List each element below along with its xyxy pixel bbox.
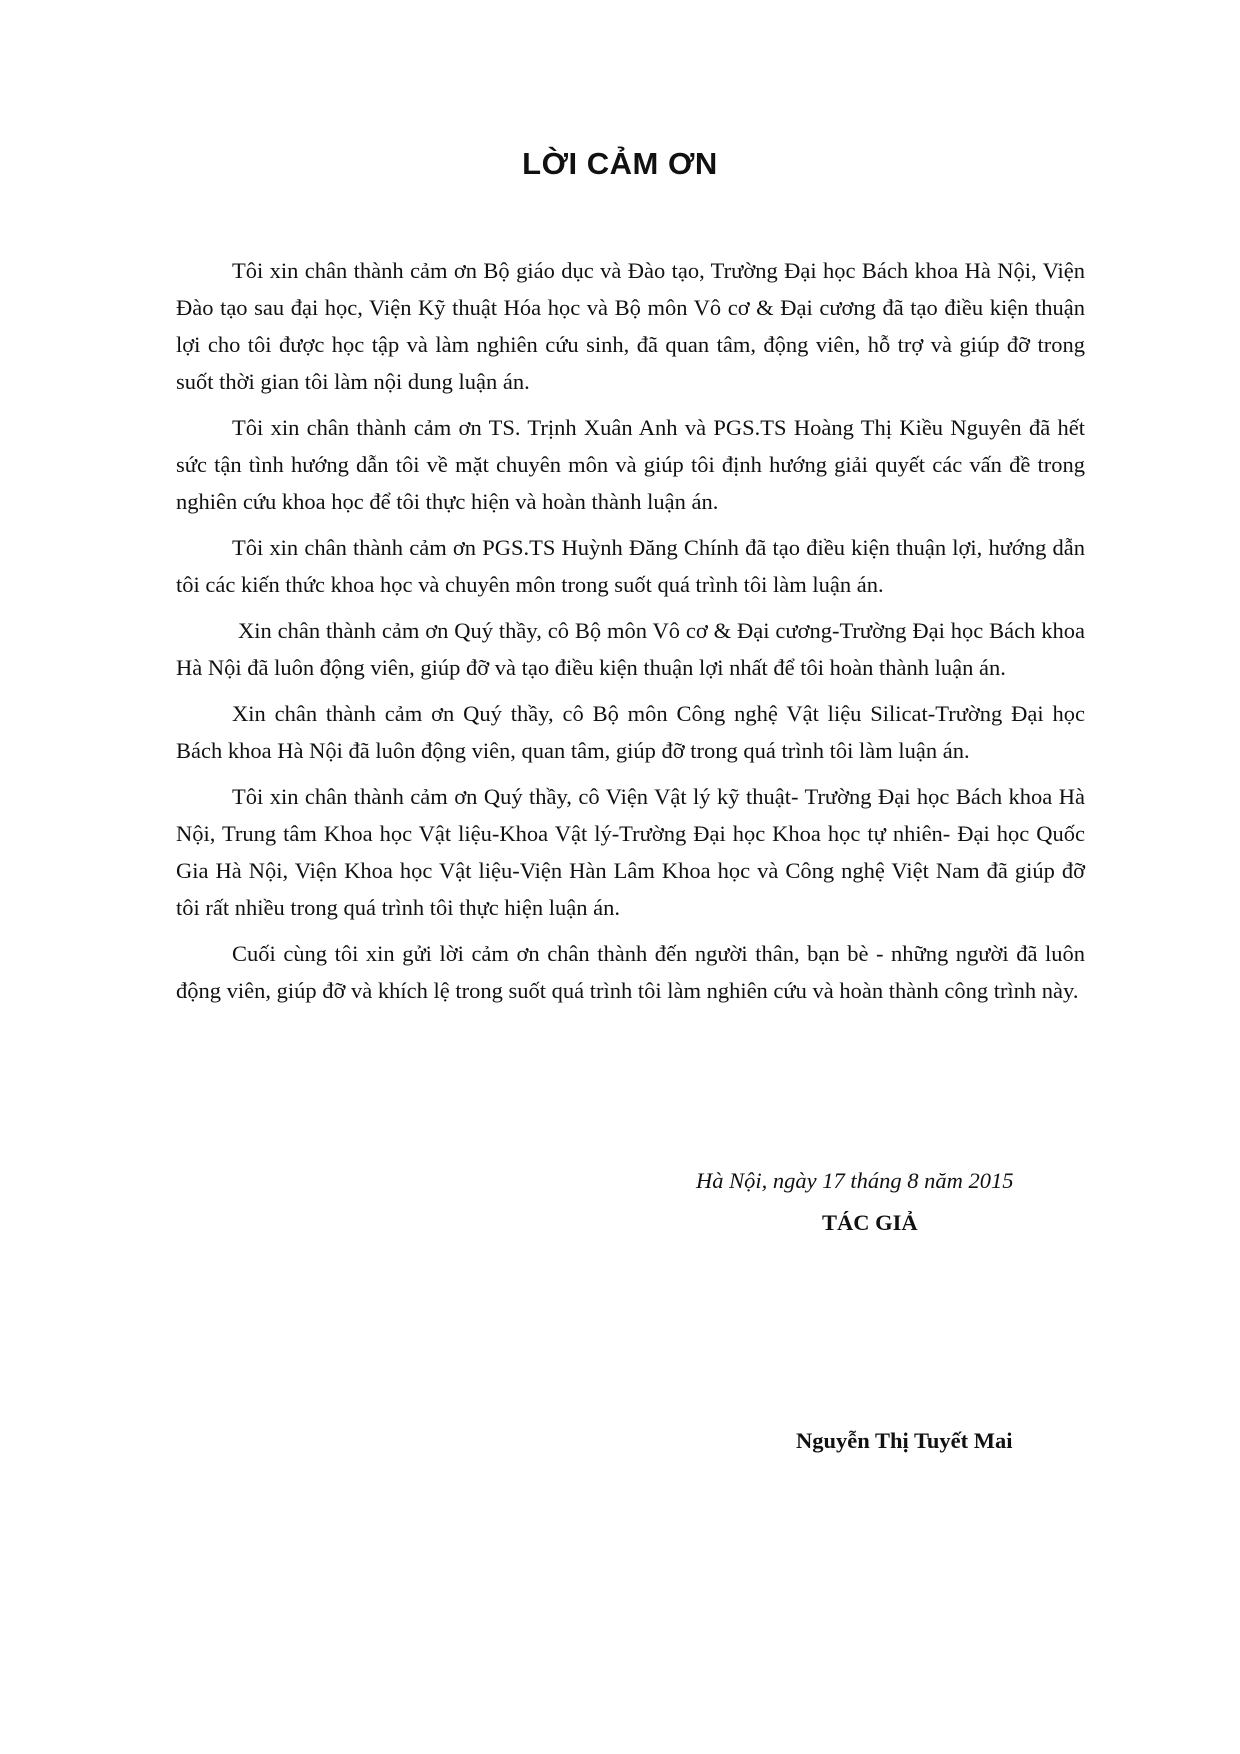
paragraph-2: Tôi xin chân thành cảm ơn TS. Trịnh Xuân Anh và PGS.TS Hoàng Thị Kiều Nguyên đã hết sức tận tình hướng dẫn tôi về mặt chuyên môn và giúp tôi định hướng giải quyết các vấn đề trong nghiên cứu khoa học để tôi thực hiện và hoàn thành luận án. (176, 415, 1085, 514)
paragraph-3: Tôi xin chân thành cảm ơn PGS.TS Huỳnh Đăng Chính đã tạo điều kiện thuận lợi, hướng dẫn tôi các kiến thức khoa học và chuyên môn trong suốt quá trình tôi làm luận án. (176, 535, 1085, 597)
author-name: Nguyễn Thị Tuyết Mai (796, 1428, 1013, 1453)
signature-place-date: Hà Nội, ngày 17 tháng 8 năm 2015 (696, 1168, 1014, 1193)
signature-role: TÁC GIẢ (822, 1210, 918, 1235)
paragraph-1: Tôi xin chân thành cảm ơn Bộ giáo dục và Đào tạo, Trường Đại học Bách khoa Hà Nội, Viện Đào tạo sau đại học, Viện Kỹ thuật Hóa học và Bộ môn Vô cơ & Đại cương đã tạo điều kiện thuận lợi cho tôi được học tập và làm nghiên cứu sinh, đã quan tâm, động viên, hỗ trợ và giúp đỡ trong suốt thời gian tôi làm nội dung luận án. (176, 258, 1085, 394)
page-title: LỜI CẢM ƠN (522, 146, 718, 181)
paragraph-5: Xin chân thành cảm ơn Quý thầy, cô Bộ môn Công nghệ Vật liệu Silicat-Trường Đại học Bách khoa Hà Nội đã luôn động viên, quan tâm, giúp đỡ trong quá trình tôi làm luận án. (176, 701, 1085, 763)
paragraph-4: Xin chân thành cảm ơn Quý thầy, cô Bộ môn Vô cơ & Đại cương-Trường Đại học Bách khoa Hà Nội đã luôn động viên, giúp đỡ và tạo điều kiện thuận lợi nhất để tôi hoàn thành luận án. (176, 618, 1085, 680)
paragraph-7: Cuối cùng tôi xin gửi lời cảm ơn chân thành đến người thân, bạn bè - những người đã luôn động viên, giúp đỡ và khích lệ trong suốt quá trình tôi làm nghiên cứu và hoàn thành công trình này. (176, 941, 1085, 1003)
paragraph-6: Tôi xin chân thành cảm ơn Quý thầy, cô Viện Vật lý kỹ thuật- Trường Đại học Bách khoa Hà Nội, Trung tâm Khoa học Vật liệu-Khoa Vật lý-Trường Đại học Khoa học tự nhiên- Đại học Quốc Gia Hà Nội, Viện Khoa học Vật liệu-Viện Hàn Lâm Khoa học và Công nghệ Việt Nam đã giúp đỡ tôi rất nhiều trong quá trình tôi thực hiện luận án. (176, 784, 1085, 920)
acknowledgement-body (176, 252, 1085, 1018)
